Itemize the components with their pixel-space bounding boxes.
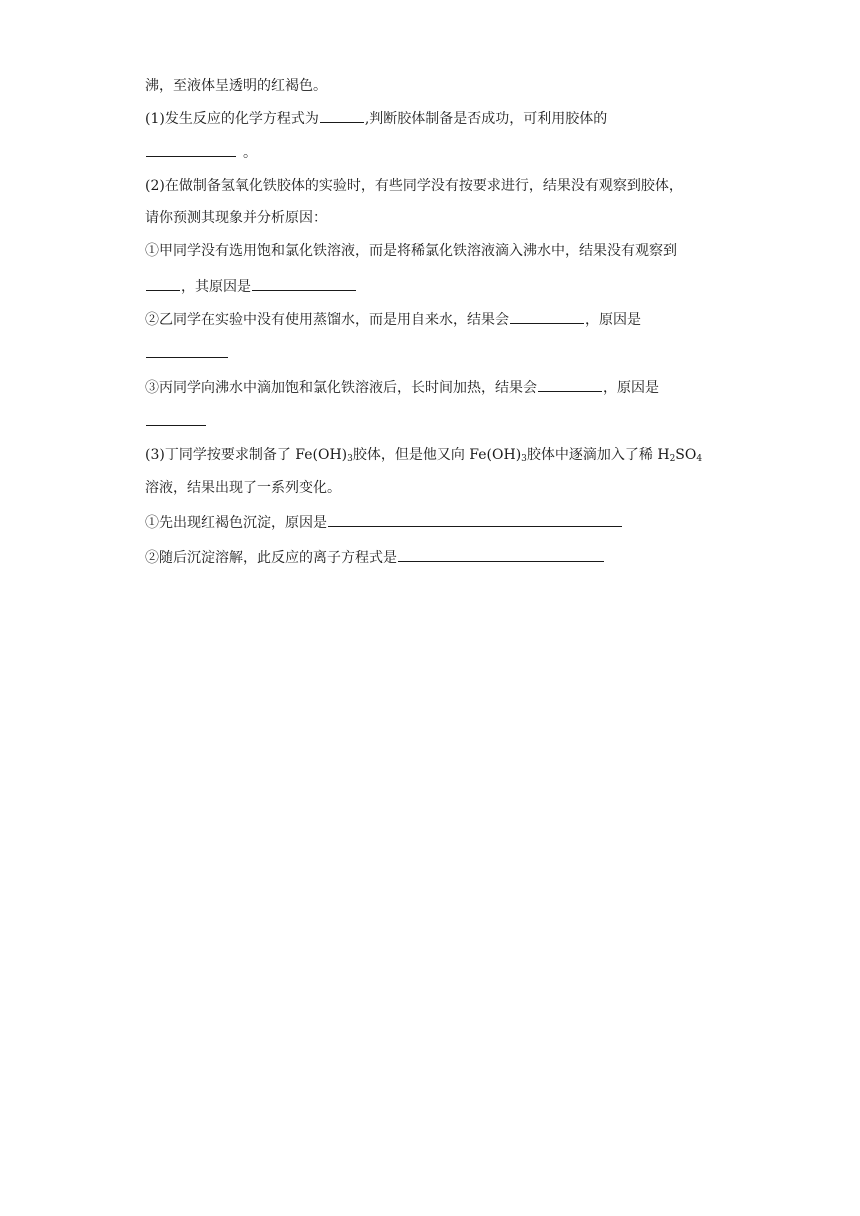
text: ③丙同学向沸水中滴加饱和氯化铁溶液后，长时间加热，结果会 [145, 380, 537, 396]
sub-question-line [145, 309, 641, 330]
answer-blank[interactable] [252, 276, 356, 291]
text: ①甲同学没有选用饱和氯化铁溶液，而是将稀氯化铁溶液滴入沸水中，结果没有观察到 [145, 243, 677, 259]
answer-blank[interactable] [146, 276, 180, 291]
answer-blank[interactable] [328, 512, 622, 527]
text-line [145, 76, 327, 96]
text: SO [675, 447, 697, 463]
text: ①先出现红褐色沉淀，原因是 [145, 515, 327, 531]
text: 胶体中逐滴加入了稀 H [526, 447, 670, 463]
text-line [145, 478, 341, 498]
answer-blank[interactable] [146, 411, 206, 426]
text: 胶体，但是他又向 Fe(OH) [352, 447, 522, 463]
text: ，其原因是 [181, 279, 251, 295]
question-1-line [145, 108, 607, 129]
answer-blank[interactable] [146, 142, 236, 157]
text: (2)在做制备氢氧化铁胶体的实验时，有些同学没有按要求进行，结果没有观察到胶体， [145, 178, 683, 194]
text: 溶液，结果出现了一系列变化。 [145, 480, 341, 496]
answer-blank[interactable] [320, 108, 364, 123]
text: (3)丁同学按要求制备了 Fe(OH) [145, 447, 348, 463]
text: 。 [243, 145, 257, 161]
answer-blank[interactable] [538, 377, 602, 392]
subscript: 4 [696, 454, 703, 464]
text: 沸，至液体呈透明的红褐色。 [145, 78, 327, 94]
answer-line [145, 411, 207, 432]
sub-question-line [145, 241, 677, 261]
text: (1)发生反应的化学方程式为 [145, 111, 319, 127]
answer-line [145, 343, 229, 364]
text: ，原因是 [603, 380, 659, 396]
answer-line [145, 276, 357, 297]
text: ②乙同学在实验中没有使用蒸馏水，而是用自来水，结果会 [145, 312, 509, 328]
subscript: 2 [669, 454, 676, 464]
question-3-line [145, 445, 702, 465]
subscript: 3 [347, 454, 353, 464]
text: ②随后沉淀溶解，此反应的离子方程式是 [145, 550, 397, 566]
text-line [145, 208, 327, 228]
text: 请你预测其现象并分析原因： [145, 210, 327, 226]
sub-question-line [145, 377, 659, 398]
sub-question-line [145, 512, 623, 533]
answer-blank[interactable] [510, 309, 584, 324]
text: ，原因是 [585, 312, 641, 328]
question-2-line [145, 176, 683, 196]
sub-question-line [145, 547, 605, 568]
answer-blank[interactable] [398, 547, 604, 562]
subscript: 3 [521, 454, 527, 464]
answer-blank[interactable] [146, 343, 228, 358]
answer-line [145, 142, 257, 163]
text: ,判断胶体制备是否成功，可利用胶体的 [364, 111, 608, 127]
